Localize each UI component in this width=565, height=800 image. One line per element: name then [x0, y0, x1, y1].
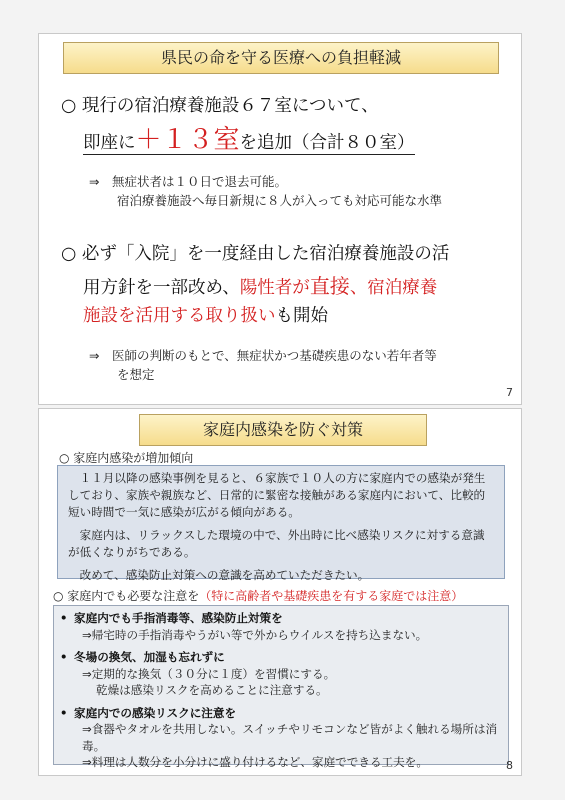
- bullet2-red-big: 直接: [309, 274, 350, 298]
- bullet2-red2: 、宿泊療養: [349, 278, 438, 298]
- bullet-icon: •: [60, 650, 68, 664]
- bullet2-line2: [83, 272, 437, 302]
- bullet2-prefix: 用方針を一部改め、: [83, 278, 240, 298]
- bullet1-suffix: を追加（合計８０室）: [239, 133, 415, 153]
- note1-line1: ⇒ 無症状者は１０日で退去可能。: [89, 174, 287, 189]
- slide-8: [38, 408, 522, 776]
- bullet1-prefix: 即座に: [83, 133, 136, 153]
- page-number: 8: [506, 759, 513, 772]
- note2-line1: ⇒ 医師の判断のもとで、無症状かつ基礎疾患のない若年者等: [89, 348, 437, 363]
- list-item: [60, 610, 502, 643]
- bullet2-suffix: も開始: [275, 306, 328, 326]
- caution-list: [53, 605, 509, 769]
- section1-heading: [59, 449, 193, 466]
- section2-heading-red: （特に高齢者や基礎疾患を有する家庭では注意）: [199, 589, 464, 603]
- slide-title: 家庭内感染を防ぐ対策: [139, 414, 427, 446]
- section2-heading: [53, 587, 463, 604]
- bullet2-red1: 陽性者が: [239, 278, 310, 298]
- note2-line2: を想定: [117, 367, 155, 382]
- section2-heading-text: ○ 家庭内でも必要な注意を: [53, 589, 200, 603]
- info-box: [57, 465, 505, 582]
- page-number: 7: [506, 386, 513, 399]
- bullet1-line1: ○ 現行の宿泊療養施設６７室について、: [61, 96, 379, 116]
- info-para-2: 家庭内は、リラックスした環境の中で、外出時に比べ感染リスクに対する意識が低くなりがちである。: [68, 528, 485, 559]
- list-item: [60, 705, 502, 771]
- item-title: 家庭内での感染リスクに注意を: [74, 705, 237, 720]
- slide-title: 県民の命を守る医療への負担軽減: [63, 42, 499, 74]
- info-para-3: 改めて、感染防止対策への意識を高めていただきたい。: [68, 568, 370, 582]
- note1-line2: 宿泊療養施設へ毎日新規に８人が入っても対応可能な水準: [117, 193, 443, 208]
- bullet2-line1: ○ 必ず「入院」を一度経由した宿泊療養施設の活: [61, 244, 450, 264]
- item-detail: ⇒料理は人数分を小分けに盛り付けるなど、家庭でできる工夫を。: [82, 755, 428, 769]
- info-para-1: １１月以降の感染事例を見ると、６家族で１０人の方に家庭内での感染が発生しており、家族や親族など、日常的に緊密な接触がある家庭内において、比較的短い時間で一気に感染が広がる傾向がある。: [68, 471, 486, 519]
- item-detail: ⇒定期的な換気（３０分に１度）を習慣にする。: [82, 666, 336, 681]
- bullet2-red3: 施設を活用する取り扱い: [83, 306, 276, 326]
- item-title: 冬場の換気、加湿も忘れずに: [74, 650, 225, 664]
- slide-7: [38, 33, 522, 405]
- list-item: [60, 649, 502, 699]
- bullet-icon: •: [60, 611, 68, 625]
- bullet1-line2: [83, 126, 415, 157]
- bullet1-highlight: ＋１３室: [135, 125, 240, 155]
- section1-heading-text: ○ 家庭内感染が増加傾向: [59, 451, 194, 465]
- bullet-icon: •: [60, 705, 68, 720]
- item-detail: ⇒食器やタオルを共用しない。スイッチやリモコンなど皆がよく触れる場所は消毒。: [82, 722, 498, 753]
- item-detail: ⇒帰宅時の手指消毒やうがい等で外からウイルスを持ち込まない。: [82, 627, 428, 642]
- item-detail-continuation: 乾燥は感染リスクを高めることに注意する。: [96, 683, 328, 697]
- bullet2-line3: [83, 302, 328, 330]
- item-title: 家庭内でも手指消毒等、感染防止対策を: [74, 611, 283, 625]
